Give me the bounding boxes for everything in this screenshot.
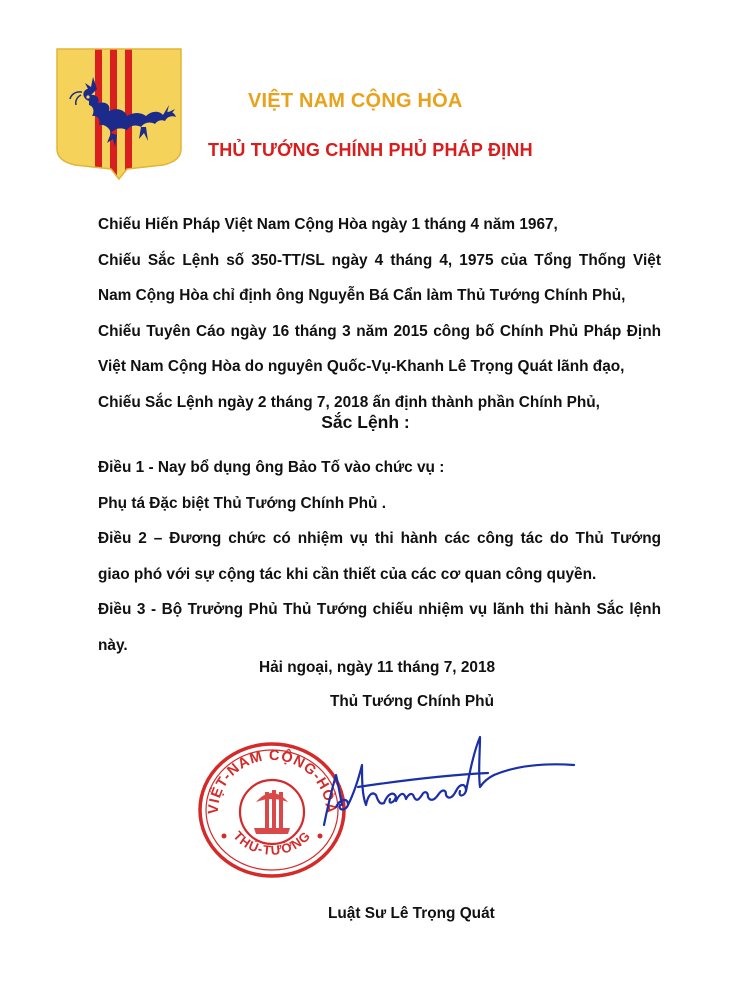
preamble-line: Chiếu Tuyên Cáo ngày 16 tháng 3 năm 2015 công bố Chính Phủ Pháp Định (98, 322, 661, 340)
dragon-shield-emblem-icon (51, 45, 187, 181)
preamble (98, 207, 661, 420)
preamble-line: Việt Nam Cộng Hòa do nguyên Quốc-Vụ-Khanh Lê Trọng Quát lãnh đạo, (98, 358, 625, 375)
handwritten-signature-icon (318, 725, 580, 835)
article-line: Điều 1 - Nay bổ dụng ông Bảo Tố vào chức vụ : (98, 459, 445, 476)
preamble-line: Chiếu Hiến Pháp Việt Nam Cộng Hòa ngày 1 tháng 4 năm 1967, (98, 216, 558, 233)
seal-bottom-text: THỦ-TƯỚNG (230, 827, 314, 859)
preamble-line: Chiếu Sắc Lệnh số 350-TT/SL ngày 4 tháng 4, 1975 của Tổng Thống Việt (98, 251, 661, 269)
seal-top-text: VIỆT-NAM CỘNG-HÒA (205, 747, 339, 815)
preamble-line: Nam Cộng Hòa chỉ định ông Nguyễn Bá Cẩn làm Thủ Tướng Chính Phủ, (98, 287, 626, 304)
preamble-line: Chiếu Sắc Lệnh ngày 2 tháng 7, 2018 ấn định thành phần Chính Phủ, (98, 393, 600, 411)
article-line: Điều 3 - Bộ Trưởng Phủ Thủ Tướng chiếu nhiệm vụ lãnh thi hành Sắc lệnh (98, 601, 661, 618)
prime-minister-title: Thủ Tướng Chính Phủ (330, 693, 494, 710)
decree-heading: Sắc Lệnh : (321, 412, 410, 432)
articles (98, 450, 661, 663)
article-line: này. (98, 636, 128, 654)
article-line: Điều 2 – Đương chức có nhiệm vụ thi hành các công tác do Thủ Tướng (98, 530, 661, 547)
article-line: giao phó với sự cộng tác khi cần thiết của các cơ quan công quyền. (98, 565, 597, 583)
signer-name: Luật Sư Lê Trọng Quát (328, 905, 495, 922)
date-line: Hải ngoại, ngày 11 tháng 7, 2018 (259, 659, 496, 676)
government-title: THỦ TƯỚNG CHÍNH PHỦ PHÁP ĐỊNH (208, 140, 533, 160)
country-title: VIỆT NAM CỘNG HÒA (248, 90, 463, 112)
article-line: Phụ tá Đặc biệt Thủ Tướng Chính Phủ . (98, 494, 386, 512)
